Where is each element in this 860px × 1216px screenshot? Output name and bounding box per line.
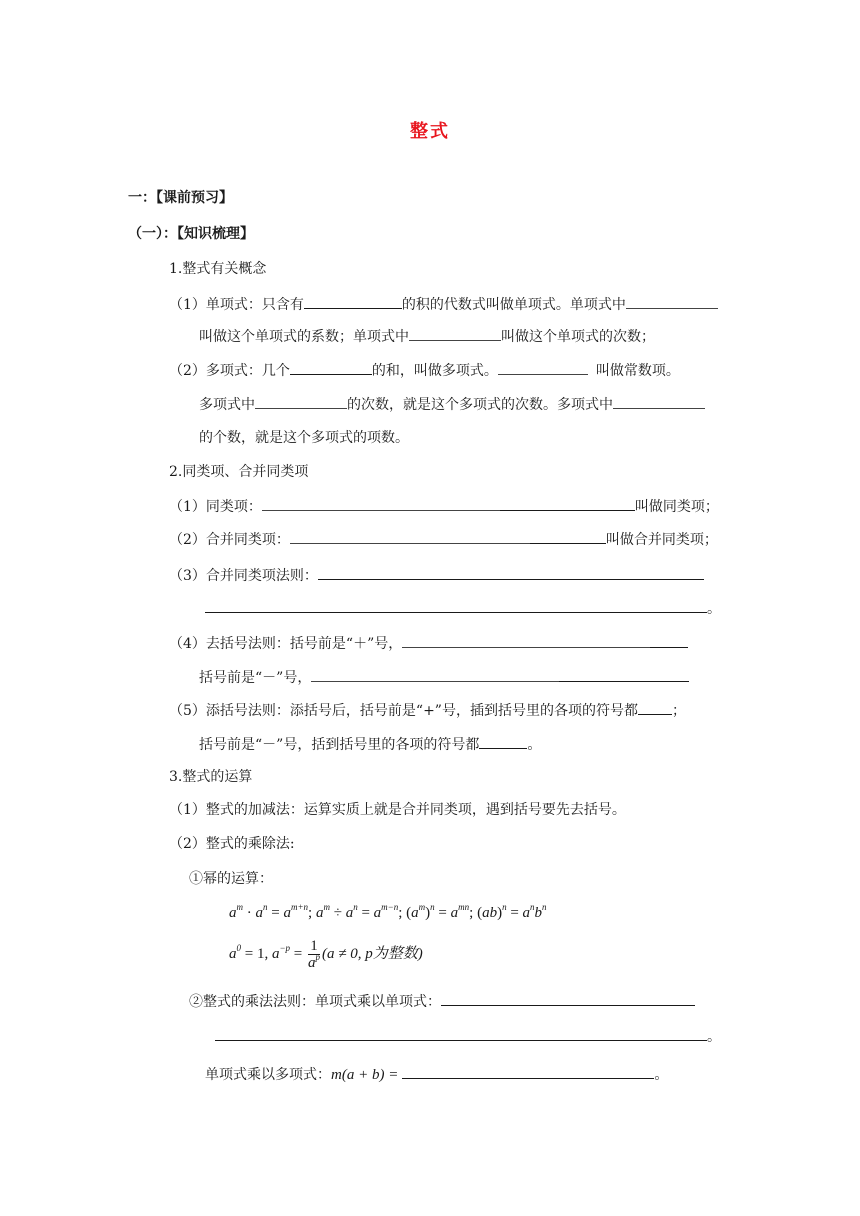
text: 。 xyxy=(654,1067,669,1083)
fill-blank[interactable] xyxy=(255,394,347,409)
var: a xyxy=(450,905,459,921)
exp: n xyxy=(353,902,358,912)
text: 括号前是“－”号，括到括号里的各项的符号都 xyxy=(199,737,480,753)
text: ； xyxy=(671,703,686,719)
denominator xyxy=(308,952,321,972)
item1-polynomial-line3: 的个数，就是这个多项式的项数。 xyxy=(199,430,409,446)
text: （1）单项式：只含有 xyxy=(169,297,304,313)
var: a xyxy=(345,905,354,921)
text: （5）添括号法则：添括号后，括号前是“+”号，插到括号里的各项的符号都 xyxy=(169,703,638,719)
text: ②整式的乘法法则：单项式乘以单项式： xyxy=(189,994,441,1010)
fill-blank[interactable] xyxy=(262,496,500,511)
text: 。 xyxy=(527,737,542,753)
text: （1）同类项： xyxy=(169,499,262,515)
op: ( xyxy=(477,905,483,921)
op: ; xyxy=(308,905,316,921)
fraction xyxy=(308,938,320,971)
text: 。 xyxy=(707,1029,721,1045)
op: = xyxy=(290,946,307,962)
var: a xyxy=(522,905,531,921)
text: （3）合并同类项法则： xyxy=(169,568,318,584)
fill-blank[interactable] xyxy=(402,1064,654,1079)
exp: mn xyxy=(458,902,470,912)
item2-like-terms xyxy=(169,496,719,517)
subsection-heading-knowledge: （一）：【知识梳理】 xyxy=(128,226,254,242)
var: b xyxy=(534,905,543,921)
exp: n xyxy=(430,902,435,912)
fill-blank[interactable] xyxy=(402,633,650,648)
exp: m−n xyxy=(381,902,399,912)
op: ; xyxy=(398,905,407,921)
var: a xyxy=(411,905,419,921)
text: 叫做同类项； xyxy=(634,499,719,515)
item2-combine-like-terms xyxy=(169,529,718,550)
item3-add-subtract: （1）整式的加减法：运算实质上就是合并同类项，遇到括号要先去括号。 xyxy=(169,802,626,818)
fill-blank[interactable] xyxy=(613,394,705,409)
item2-add-brackets-line1 xyxy=(169,700,686,721)
monomial-times-monomial-line2 xyxy=(215,1026,721,1047)
item2-heading: 2.同类项、合并同类项 xyxy=(169,464,309,480)
item3-multiply-divide: （2）整式的乘除法: xyxy=(169,836,295,852)
item2-add-brackets-line2 xyxy=(199,734,541,755)
monomial-times-polynomial xyxy=(205,1064,668,1085)
page-title: 整式 xyxy=(410,121,450,142)
exp: m xyxy=(236,902,243,912)
item1-polynomial-line1 xyxy=(169,360,680,381)
var: a xyxy=(229,905,237,921)
text: （4）去括号法则：括号前是“＋”号， xyxy=(169,636,403,652)
text: 的和，叫做多项式。 xyxy=(371,363,498,379)
item1-monomial-line1 xyxy=(169,294,718,315)
var: a xyxy=(283,905,291,921)
item2-combine-rule-line2 xyxy=(205,598,721,619)
exp: m+n xyxy=(290,902,309,912)
op: · xyxy=(243,905,256,921)
text: （2）合并同类项： xyxy=(169,532,290,548)
fill-blank[interactable] xyxy=(441,991,695,1006)
exp: m xyxy=(323,902,330,912)
var: a xyxy=(229,946,237,962)
op: = xyxy=(434,905,451,921)
condition: (a ≠ 0, p为整数) xyxy=(322,946,423,962)
item2-combine-rule-line1 xyxy=(169,565,704,586)
op: ) xyxy=(497,905,503,921)
var: a xyxy=(315,905,324,921)
exp: p xyxy=(315,952,321,963)
item1-monomial-line2 xyxy=(199,326,655,347)
fill-blank[interactable] xyxy=(650,633,688,648)
item2-remove-brackets-line1 xyxy=(169,633,688,654)
op: = xyxy=(357,905,374,921)
fill-blank[interactable] xyxy=(205,598,707,613)
fill-blank[interactable] xyxy=(311,667,559,682)
text: 单项式乘以多项式： xyxy=(205,1067,331,1083)
fill-blank[interactable] xyxy=(626,294,718,309)
item1-heading: 1.整式有关概念 xyxy=(169,261,267,277)
item2-remove-brackets-line2 xyxy=(199,667,689,688)
fill-blank[interactable] xyxy=(409,326,501,341)
fill-blank[interactable] xyxy=(498,360,588,375)
op: ÷ xyxy=(329,905,346,921)
text: 的次数，就是这个多项式的次数。多项式中 xyxy=(347,397,613,413)
fill-blank[interactable] xyxy=(215,1026,707,1041)
fill-blank[interactable] xyxy=(500,496,635,511)
text: 括号前是“－”号， xyxy=(199,670,312,686)
exp: m xyxy=(418,902,426,912)
fill-blank[interactable] xyxy=(304,294,402,309)
numerator: 1 xyxy=(308,938,320,955)
fill-blank[interactable] xyxy=(318,565,704,580)
fill-blank[interactable] xyxy=(290,360,372,375)
exp: n xyxy=(542,902,547,912)
op: ; xyxy=(469,905,478,921)
text: 叫做这个单项式的系数；单项式中 xyxy=(199,329,409,345)
text: （2）多项式：几个 xyxy=(169,363,290,379)
item3-power-operations: ①幂的运算： xyxy=(189,871,273,887)
text: 叫做常数项。 xyxy=(595,363,680,379)
monomial-times-monomial-line1 xyxy=(189,991,695,1012)
zero-negative-exponent-formula xyxy=(229,936,423,972)
exp: 0 xyxy=(236,943,241,953)
text: 叫做这个单项式的次数； xyxy=(501,329,655,345)
fill-blank[interactable] xyxy=(559,667,689,682)
text: 的积的代数式叫做单项式。单项式中 xyxy=(401,297,626,313)
fill-blank[interactable] xyxy=(479,734,527,749)
var: a xyxy=(271,946,280,962)
text: 多项式中 xyxy=(199,397,255,413)
section-heading-preview: 一：【课前预习】 xyxy=(128,190,233,206)
text: 。 xyxy=(707,601,721,617)
text: 叫做合并同类项； xyxy=(605,532,718,548)
exp: n xyxy=(530,902,535,912)
op: ) xyxy=(425,905,431,921)
fill-blank[interactable] xyxy=(638,700,672,715)
item1-polynomial-line2 xyxy=(199,394,705,415)
var: a xyxy=(255,905,263,921)
fill-blank[interactable] xyxy=(530,529,606,544)
var: a xyxy=(308,955,316,972)
exp: n xyxy=(263,902,268,912)
op: = 1, xyxy=(241,946,272,962)
op: = xyxy=(267,905,284,921)
exp: −p xyxy=(279,943,291,953)
op: ( xyxy=(406,905,412,921)
op: = xyxy=(506,905,523,921)
var: ab xyxy=(482,905,498,921)
fill-blank[interactable] xyxy=(290,529,530,544)
item3-heading: 3.整式的运算 xyxy=(169,769,253,785)
exp: n xyxy=(502,902,507,912)
power-rules-formula xyxy=(229,903,547,923)
formula: m(a + b) = xyxy=(331,1067,399,1083)
var: a xyxy=(373,905,382,921)
